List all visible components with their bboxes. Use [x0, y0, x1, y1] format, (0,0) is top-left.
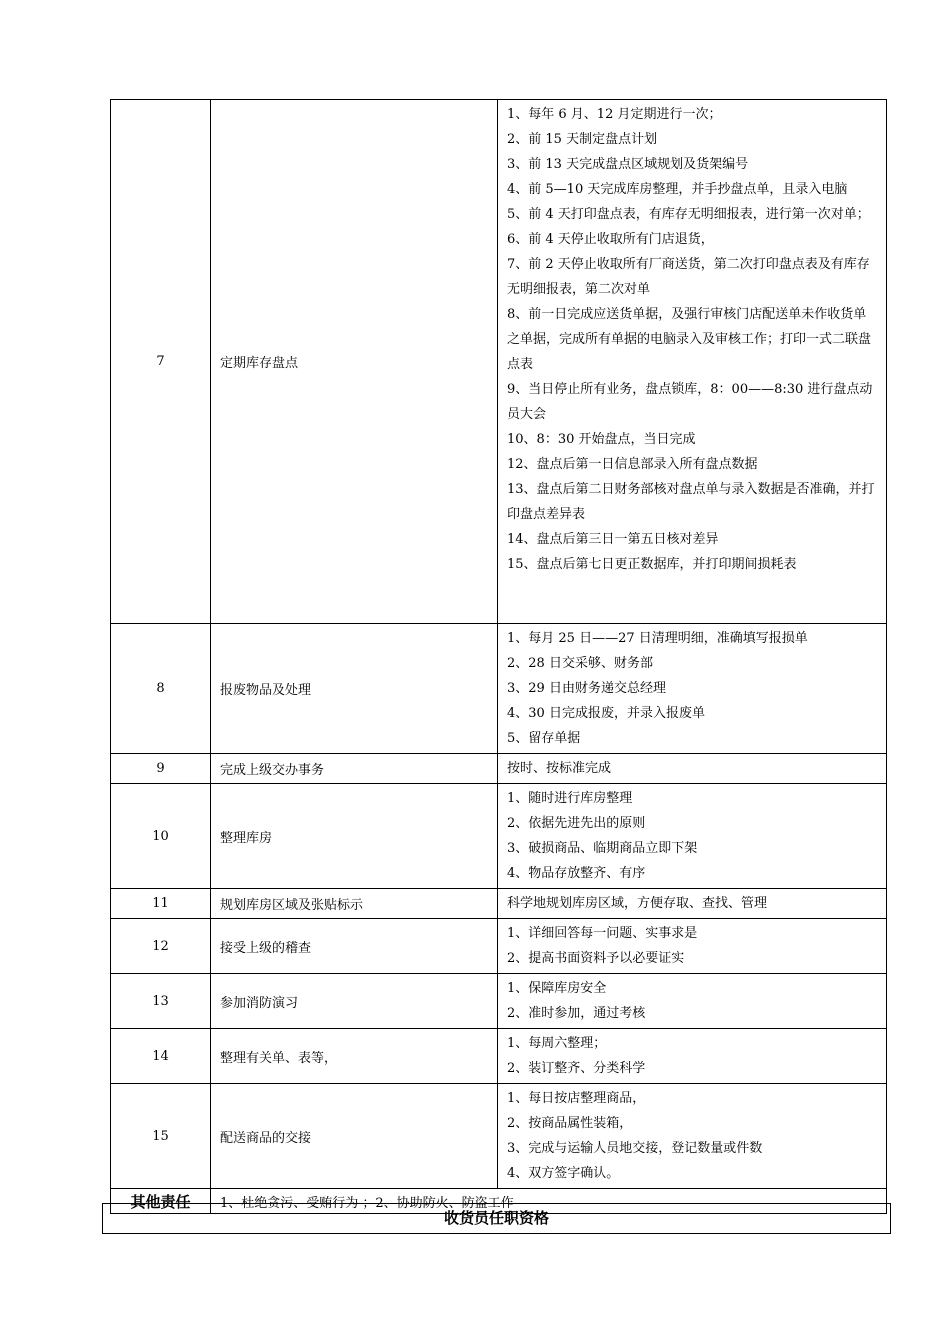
- standard-item: 按时、按标准完成: [507, 761, 612, 776]
- standard-item: 4、30 日完成报废，并录入报废单: [507, 706, 705, 721]
- task-standards: [498, 784, 887, 889]
- standard-item: 1、每年 6 月、12 月定期进行一次；: [507, 107, 722, 122]
- standard-item: 13、盘点后第二日财务部核对盘点单与录入数据是否准确，并打印盘点差异表: [507, 482, 875, 522]
- row-number: 10: [111, 784, 211, 889]
- standard-item: 5、留存单据: [507, 731, 581, 746]
- row-number: 12: [111, 919, 211, 974]
- standard-item: 2、提高书面资料予以必要证实: [507, 951, 685, 966]
- standard-item: 3、前 13 天完成盘点区域规划及货架编号: [507, 157, 749, 172]
- standard-item: 12、盘点后第一日信息部录入所有盘点数据: [507, 457, 758, 472]
- task-standards: [498, 624, 887, 754]
- standard-item: 2、依据先进先出的原则: [507, 816, 646, 831]
- standard-item: 2、前 15 天制定盘点计划: [507, 132, 658, 147]
- task-name: 配送商品的交接: [211, 1084, 498, 1189]
- standard-item: 1、每周六整理；: [507, 1036, 607, 1051]
- row-number: 8: [111, 624, 211, 754]
- standard-item: 2、28 日交采够、财务部: [507, 656, 653, 671]
- standard-item: 1、详细回答每一问题、实事求是: [507, 926, 698, 941]
- standard-item: 10、8：30 开始盘点，当日完成: [507, 432, 696, 447]
- standard-item: 4、物品存放整齐、有序: [507, 866, 646, 881]
- standard-item: 1、每月 25 日——27 日清理明细，准确填写报损单: [507, 631, 808, 646]
- row-number: 7: [111, 100, 211, 624]
- row-number: 9: [111, 754, 211, 784]
- task-name: 整理有关单、表等，: [211, 1029, 498, 1084]
- standard-item: 7、前 2 天停止收取所有厂商送货，第二次打印盘点表及有库存无明细报表，第二次对单: [507, 257, 870, 297]
- other-duties-text: 1、杜绝贪污、受贿行为 ；2、协助防火、防盗工作: [211, 1189, 887, 1214]
- standard-item: 3、29 日由财务递交总经理: [507, 681, 666, 696]
- standard-item: 2、准时参加，通过考核: [507, 1006, 646, 1021]
- standard-item: 2、按商品属性装箱，: [507, 1116, 633, 1131]
- task-standards: [498, 100, 887, 624]
- standard-item: 6、前 4 天停止收取所有门店退货，: [507, 232, 714, 247]
- table-row: [111, 784, 887, 889]
- standard-item: 8、前一日完成应送货单据，及强行审核门店配送单未作收货单之单据，完成所有单据的电脑录入及审核工作；打印一式二联盘点表: [507, 307, 872, 372]
- task-name: 报废物品及处理: [211, 624, 498, 754]
- standard-item: 2、装订整齐、分类科学: [507, 1061, 646, 1076]
- task-name: 整理库房: [211, 784, 498, 889]
- task-standards: [498, 919, 887, 974]
- table-row: [111, 974, 887, 1029]
- row-number: 13: [111, 974, 211, 1029]
- duty-table: [110, 99, 887, 1214]
- duty-table-body: [111, 100, 887, 1189]
- standard-item: 3、破损商品、临期商品立即下架: [507, 841, 698, 856]
- standard-item: 9、当日停止所有业务，盘点锁库，8：00——8:30 进行盘点动员大会: [507, 382, 873, 422]
- table-row: [111, 919, 887, 974]
- row-number: 14: [111, 1029, 211, 1084]
- table-row: [111, 754, 887, 784]
- other-duties-label: 其他责任: [111, 1189, 211, 1214]
- standard-item: 4、双方签字确认。: [507, 1166, 620, 1181]
- table-row: [111, 889, 887, 919]
- task-name: 规划库房区域及张贴标示: [211, 889, 498, 919]
- standard-item: 15、盘点后第七日更正数据库，并打印期间损耗表: [507, 557, 797, 572]
- standard-item: 14、盘点后第三日一第五日核对差异: [507, 532, 719, 547]
- task-name: 完成上级交办事务: [211, 754, 498, 784]
- table-row: [111, 100, 887, 624]
- standard-item: 4、前 5—10 天完成库房整理，并手抄盘点单，且录入电脑: [507, 182, 848, 197]
- standard-item: 3、完成与运输人员地交接，登记数量或件数: [507, 1141, 763, 1156]
- task-name: 参加消防演习: [211, 974, 498, 1029]
- task-standards: [498, 754, 887, 784]
- qualification-title: 收货员任职资格: [102, 1203, 891, 1234]
- row-number: 11: [111, 889, 211, 919]
- standard-item: 5、前 4 天打印盘点表，有库存无明细报表，进行第一次对单；: [507, 207, 870, 222]
- standard-item: 1、每日按店整理商品，: [507, 1091, 646, 1106]
- task-name: 定期库存盘点: [211, 100, 498, 624]
- task-standards: [498, 889, 887, 919]
- row-number: 15: [111, 1084, 211, 1189]
- table-row: [111, 1084, 887, 1189]
- standard-item: 1、保障库房安全: [507, 981, 607, 996]
- task-standards: [498, 1029, 887, 1084]
- task-standards: [498, 974, 887, 1029]
- task-name: 接受上级的稽查: [211, 919, 498, 974]
- task-standards: [498, 1084, 887, 1189]
- standard-item: 科学地规划库房区域，方便存取、查找、管理: [507, 896, 768, 911]
- table-row: [111, 624, 887, 754]
- table-row: [111, 1029, 887, 1084]
- standard-item: 1、随时进行库房整理: [507, 791, 633, 806]
